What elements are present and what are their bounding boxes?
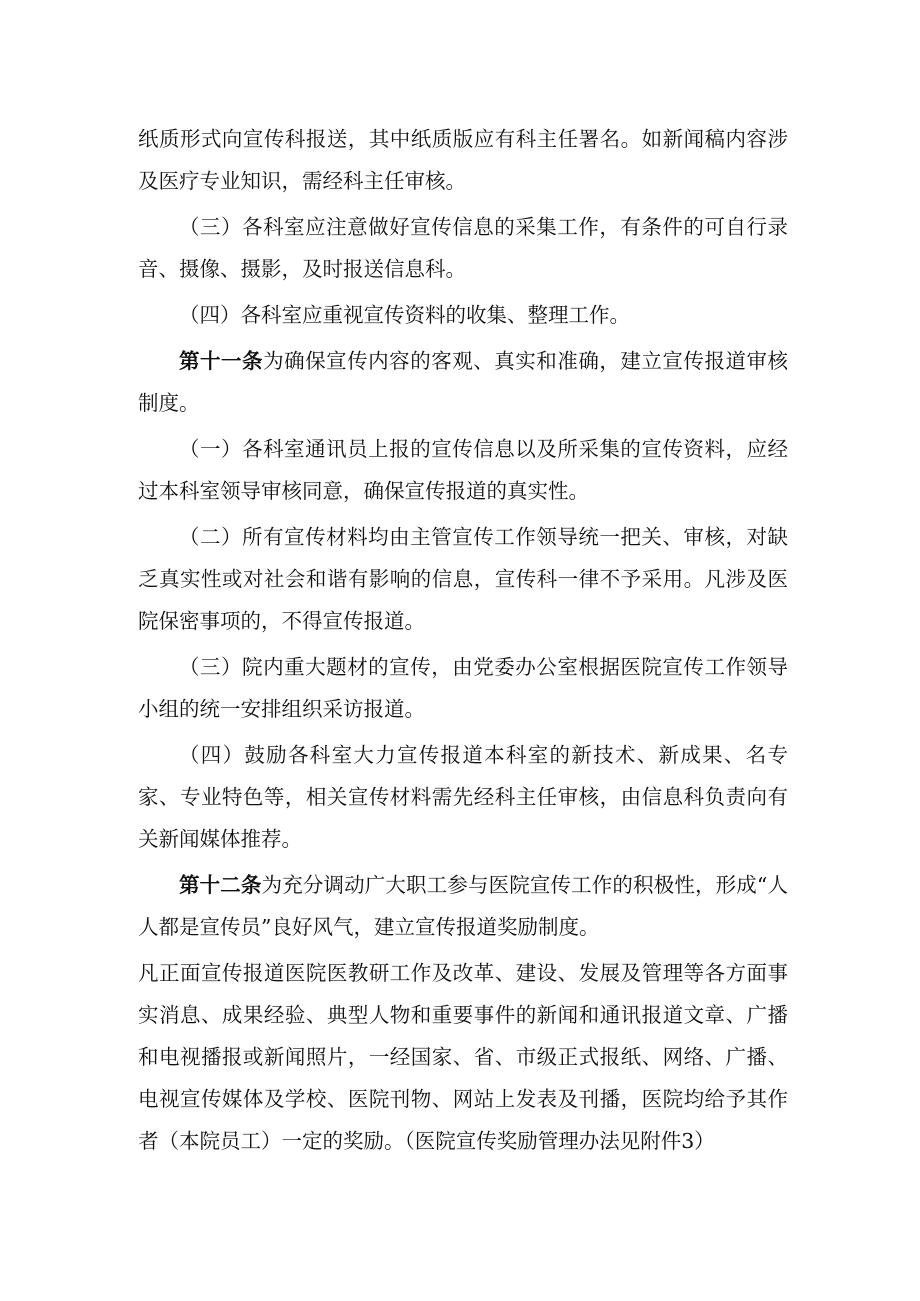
- paragraph-text: 为确保宣传内容的客观、真实和准确，建立宣传报道审核制度。: [138, 349, 789, 415]
- article-heading: 第十一条: [179, 349, 264, 373]
- paragraph-text: （四）各科室应重视宣传资料的收集、整理工作。: [179, 303, 630, 327]
- paragraph-text: （三）各科室应注意做好宣传信息的采集工作，有条件的可自行录音、摄像、摄影，及时报送信息科。: [138, 215, 788, 281]
- article-12: [138, 864, 788, 948]
- paragraph-item-4: [138, 294, 788, 336]
- article-11: [138, 340, 788, 424]
- paragraph-text: 凡正面宣传报道医院医教研工作及改革、建设、发展及管理等各方面事实消息、成果经验、典型人物和重要事件的新闻和通讯报道文章、广播和电视播报或新闻照片，一经国家、省、市级正式报纸、网络、广播、电视宣传媒体及学校、医院刊物、网站上发表及刊播，医院均给予其作者（本院员工）一定的奖励。（医院宣传奖励管理办法见附件3）: [138, 961, 788, 1153]
- paragraph-text: 为充分调动广大职工参与医院宣传工作的积极性，形成“人人都是宣传员”良好风气，建立宣传报道奖励制度。: [138, 873, 789, 939]
- paragraph-text: （四）鼓励各科室大力宣传报道本科室的新技术、新成果、名专家、专业特色等，相关宣传材料需先经科主任审核，由信息科负责向有关新闻媒体推荐。: [138, 743, 788, 851]
- paragraph-continuation: [138, 118, 788, 202]
- paragraph-item-2: [138, 516, 788, 642]
- article-heading: 第十二条: [179, 873, 262, 897]
- paragraph-text: （二）所有宣传材料均由主管宣传工作领导统一把关、审核，对缺乏真实性或对社会和谐有影响的信息，宣传科一律不予采用。凡涉及医院保密事项的，不得宣传报道。: [138, 525, 788, 633]
- paragraph-text: （三）院内重大题材的宣传，由党委办公室根据医院宣传工作领导小组的统一安排组织采访报道。: [138, 655, 788, 721]
- paragraph-reward-details: [138, 952, 788, 1162]
- paragraph-text: （一）各科室通讯员上报的宣传信息以及所采集的宣传资料，应经过本科室领导审核同意，确保宣传报道的真实性。: [138, 437, 788, 503]
- paragraph-item-1: [138, 428, 788, 512]
- paragraph-item-3b: [138, 646, 788, 730]
- paragraph-text: 纸质形式向宣传科报送，其中纸质版应有科主任署名。如新闻稿内容涉及医疗专业知识，需经科主任审核。: [138, 127, 788, 193]
- paragraph-item-4b: [138, 734, 788, 860]
- paragraph-item-3: [138, 206, 788, 290]
- document-body: [138, 118, 788, 1166]
